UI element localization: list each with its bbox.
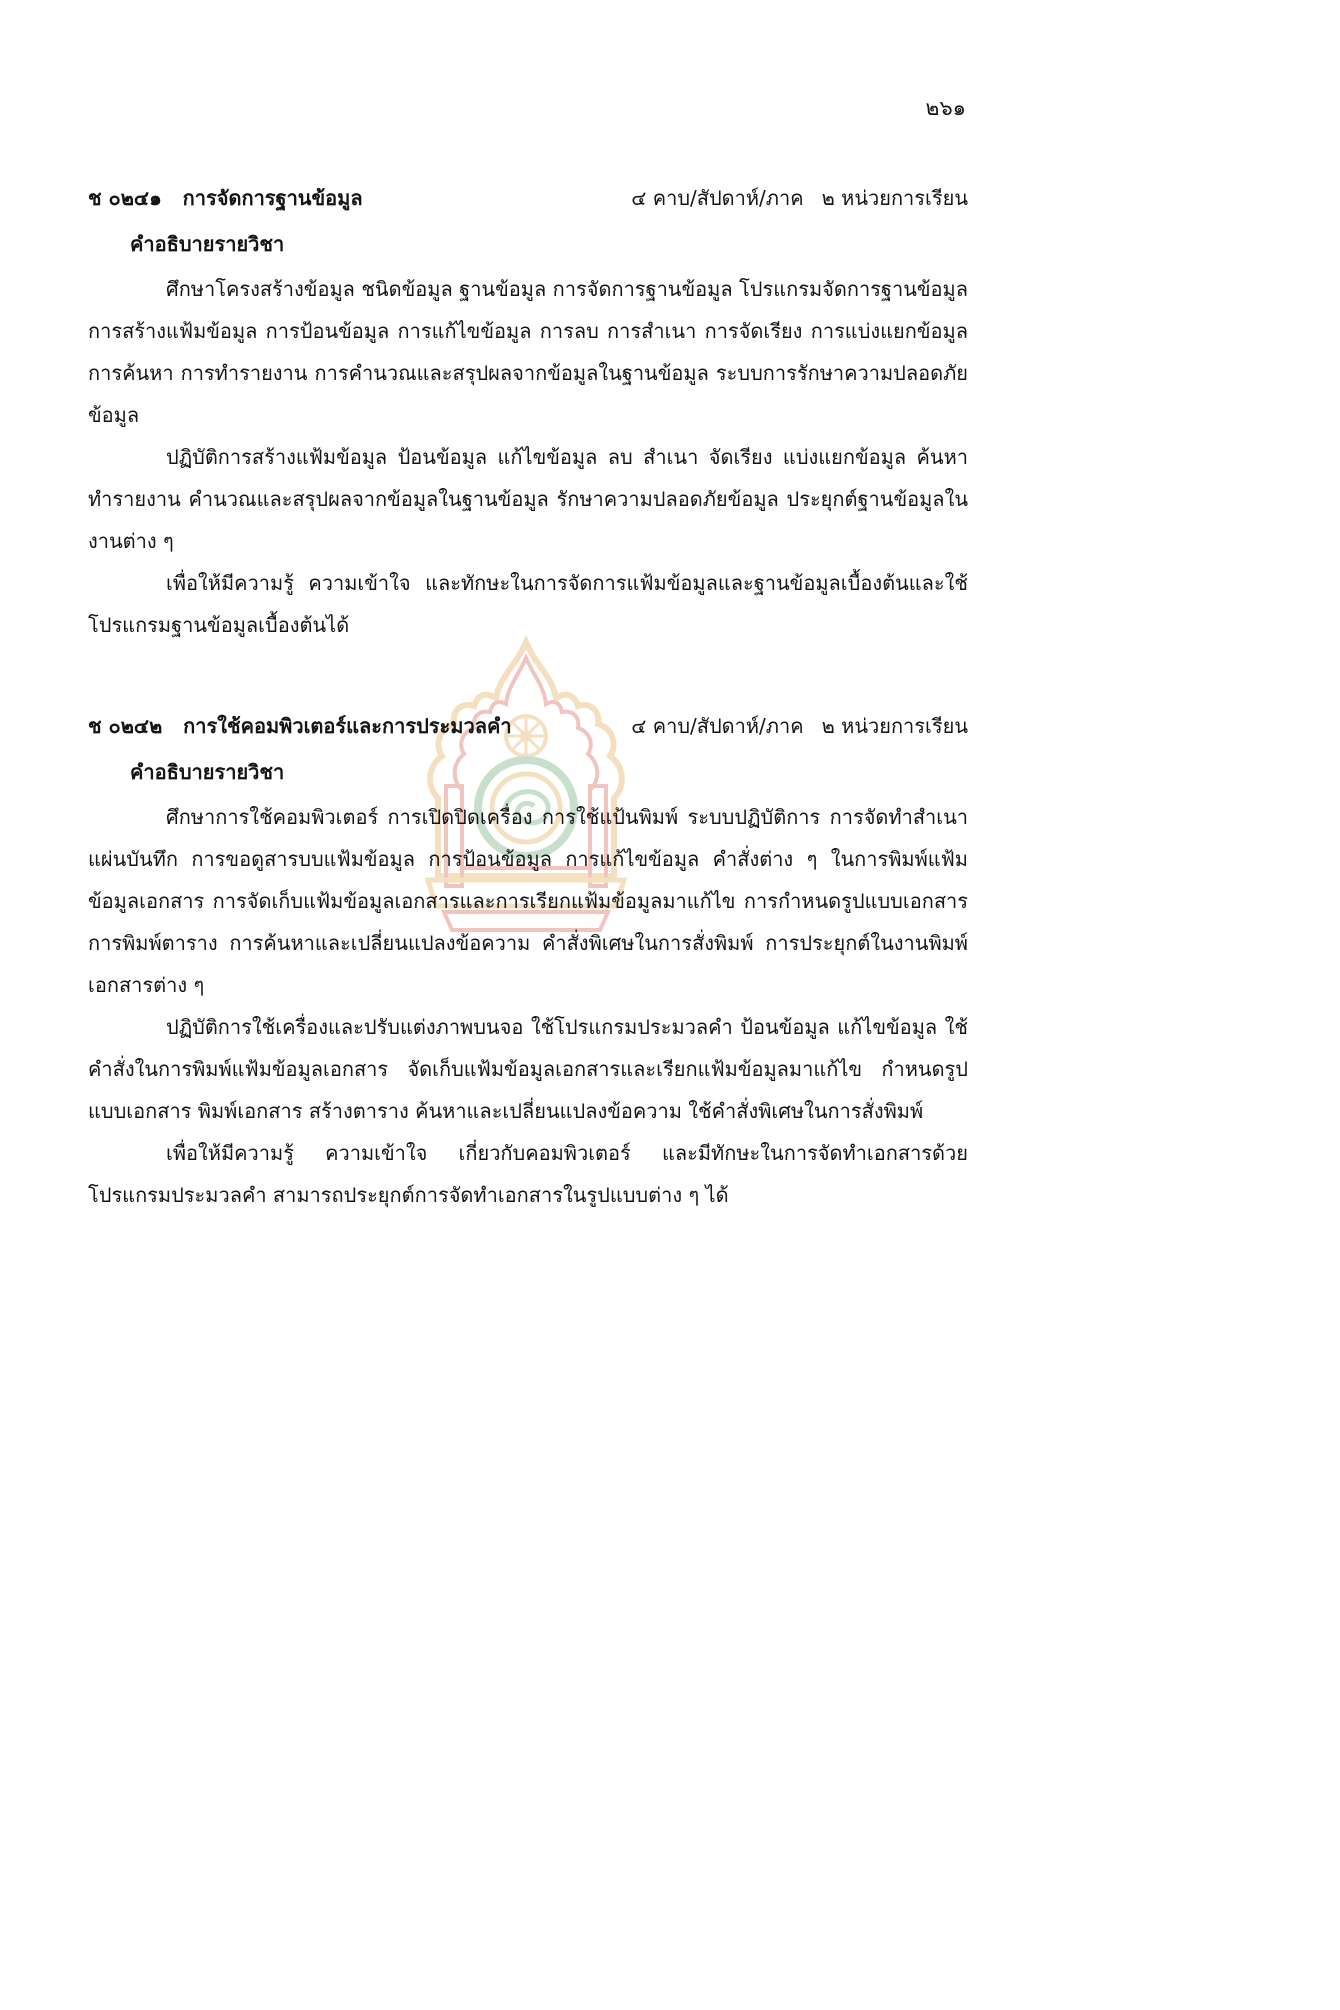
- course-description-paragraph: ศึกษาการใช้คอมพิวเตอร์ การเปิดปิดเครื่อง การใช้แป้นพิมพ์ ระบบปฏิบัติการ การจัดทำสำเนาแผ่นบันทึก การขอดูสารบบแฟ้มข้อมูล การป้อนข้อมูล การแก้ไขข้อมูล คำสั่งต่าง ๆ ในการพิมพ์แฟ้มข้อมูลเอกสาร การจัดเก็บแฟ้มข้อมูลเอกสารและการเรียกแฟ้มข้อมูลมาแก้ไข การกำหนดรูปแบบเอกสาร การพิมพ์ตาราง การค้นหาและเปลี่ยนแปลงข้อความ คำสั่งพิเศษในการสั่งพิมพ์ การประยุกต์ในงานพิมพ์เอกสารต่าง ๆ: [88, 805, 968, 997]
- course-code: ช ๐๒๔๑: [88, 186, 162, 210]
- course-description-paragraph: เพื่อให้มีความรู้ ความเข้าใจ และทักษะในการจัดการแฟ้มข้อมูลและฐานข้อมูลเบื้องต้นและใช้โปรแกรมฐานข้อมูลเบื้องต้นได้: [88, 571, 968, 637]
- course-header: [88, 710, 968, 742]
- course-section-0242: [88, 710, 968, 1216]
- course-credits: ๒ หน่วยการเรียน: [821, 714, 968, 738]
- course-section-0241: [88, 182, 968, 646]
- course-hours: ๔ คาบ/สัปดาห์/ภาค: [631, 714, 804, 738]
- course-description-paragraph: ปฏิบัติการใช้เครื่องและปรับแต่งภาพบนจอ ใช้โปรแกรมประมวลคำ ป้อนข้อมูล แก้ไขข้อมูล ใช้คำสั่งในการพิมพ์แฟ้มข้อมูลเอกสาร จัดเก็บแฟ้มข้อมูลเอกสารและเรียกแฟ้มข้อมูลมาแก้ไข กำหนดรูปแบบเอกสาร พิมพ์เอกสาร สร้างตาราง ค้นหาและเปลี่ยนแปลงข้อความ ใช้คำสั่งพิเศษในการสั่งพิมพ์: [88, 1015, 968, 1123]
- course-credits: ๒ หน่วยการเรียน: [821, 186, 968, 210]
- course-description-paragraph: ศึกษาโครงสร้างข้อมูล ชนิดข้อมูล ฐานข้อมูล การจัดการฐานข้อมูล โปรแกรมจัดการฐานข้อมูล การสร้างแฟ้มข้อมูล การป้อนข้อมูล การแก้ไขข้อมูล การลบ การสำเนา การจัดเรียง การแบ่งแยกข้อมูล การค้นหา การทำรายงาน การคำนวณและสรุปผลจากข้อมูลในฐานข้อมูล ระบบการรักษาความปลอดภัยข้อมูล: [88, 277, 968, 427]
- course-description-heading: คำอธิบายรายวิชา: [130, 232, 285, 256]
- course-title: การใช้คอมพิวเตอร์และการประมวลคำ: [183, 714, 512, 738]
- course-description-heading: คำอธิบายรายวิชา: [130, 760, 285, 784]
- course-description-paragraph: ปฏิบัติการสร้างแฟ้มข้อมูล ป้อนข้อมูล แก้ไขข้อมูล ลบ สำเนา จัดเรียง แบ่งแยกข้อมูล ค้นหา ทำรายงาน คำนวณและสรุปผลจากข้อมูลในฐานข้อมูล รักษาความปลอดภัยข้อมูล ประยุกต์ฐานข้อมูลในงานต่าง ๆ: [88, 445, 968, 553]
- course-hours: ๔ คาบ/สัปดาห์/ภาค: [631, 186, 804, 210]
- course-description-paragraph: เพื่อให้มีความรู้ ความเข้าใจ เกี่ยวกับคอมพิวเตอร์ และมีทักษะในการจัดทำเอกสารด้วยโปรแกรมประมวลคำ สามารถประยุกต์การจัดทำเอกสารในรูปแบบต่าง ๆ ได้: [88, 1141, 968, 1207]
- course-code: ช ๐๒๔๒: [88, 714, 163, 738]
- course-header: [88, 182, 968, 214]
- course-title: การจัดการฐานข้อมูล: [182, 186, 363, 210]
- page-number: ๒๖๑: [925, 96, 966, 120]
